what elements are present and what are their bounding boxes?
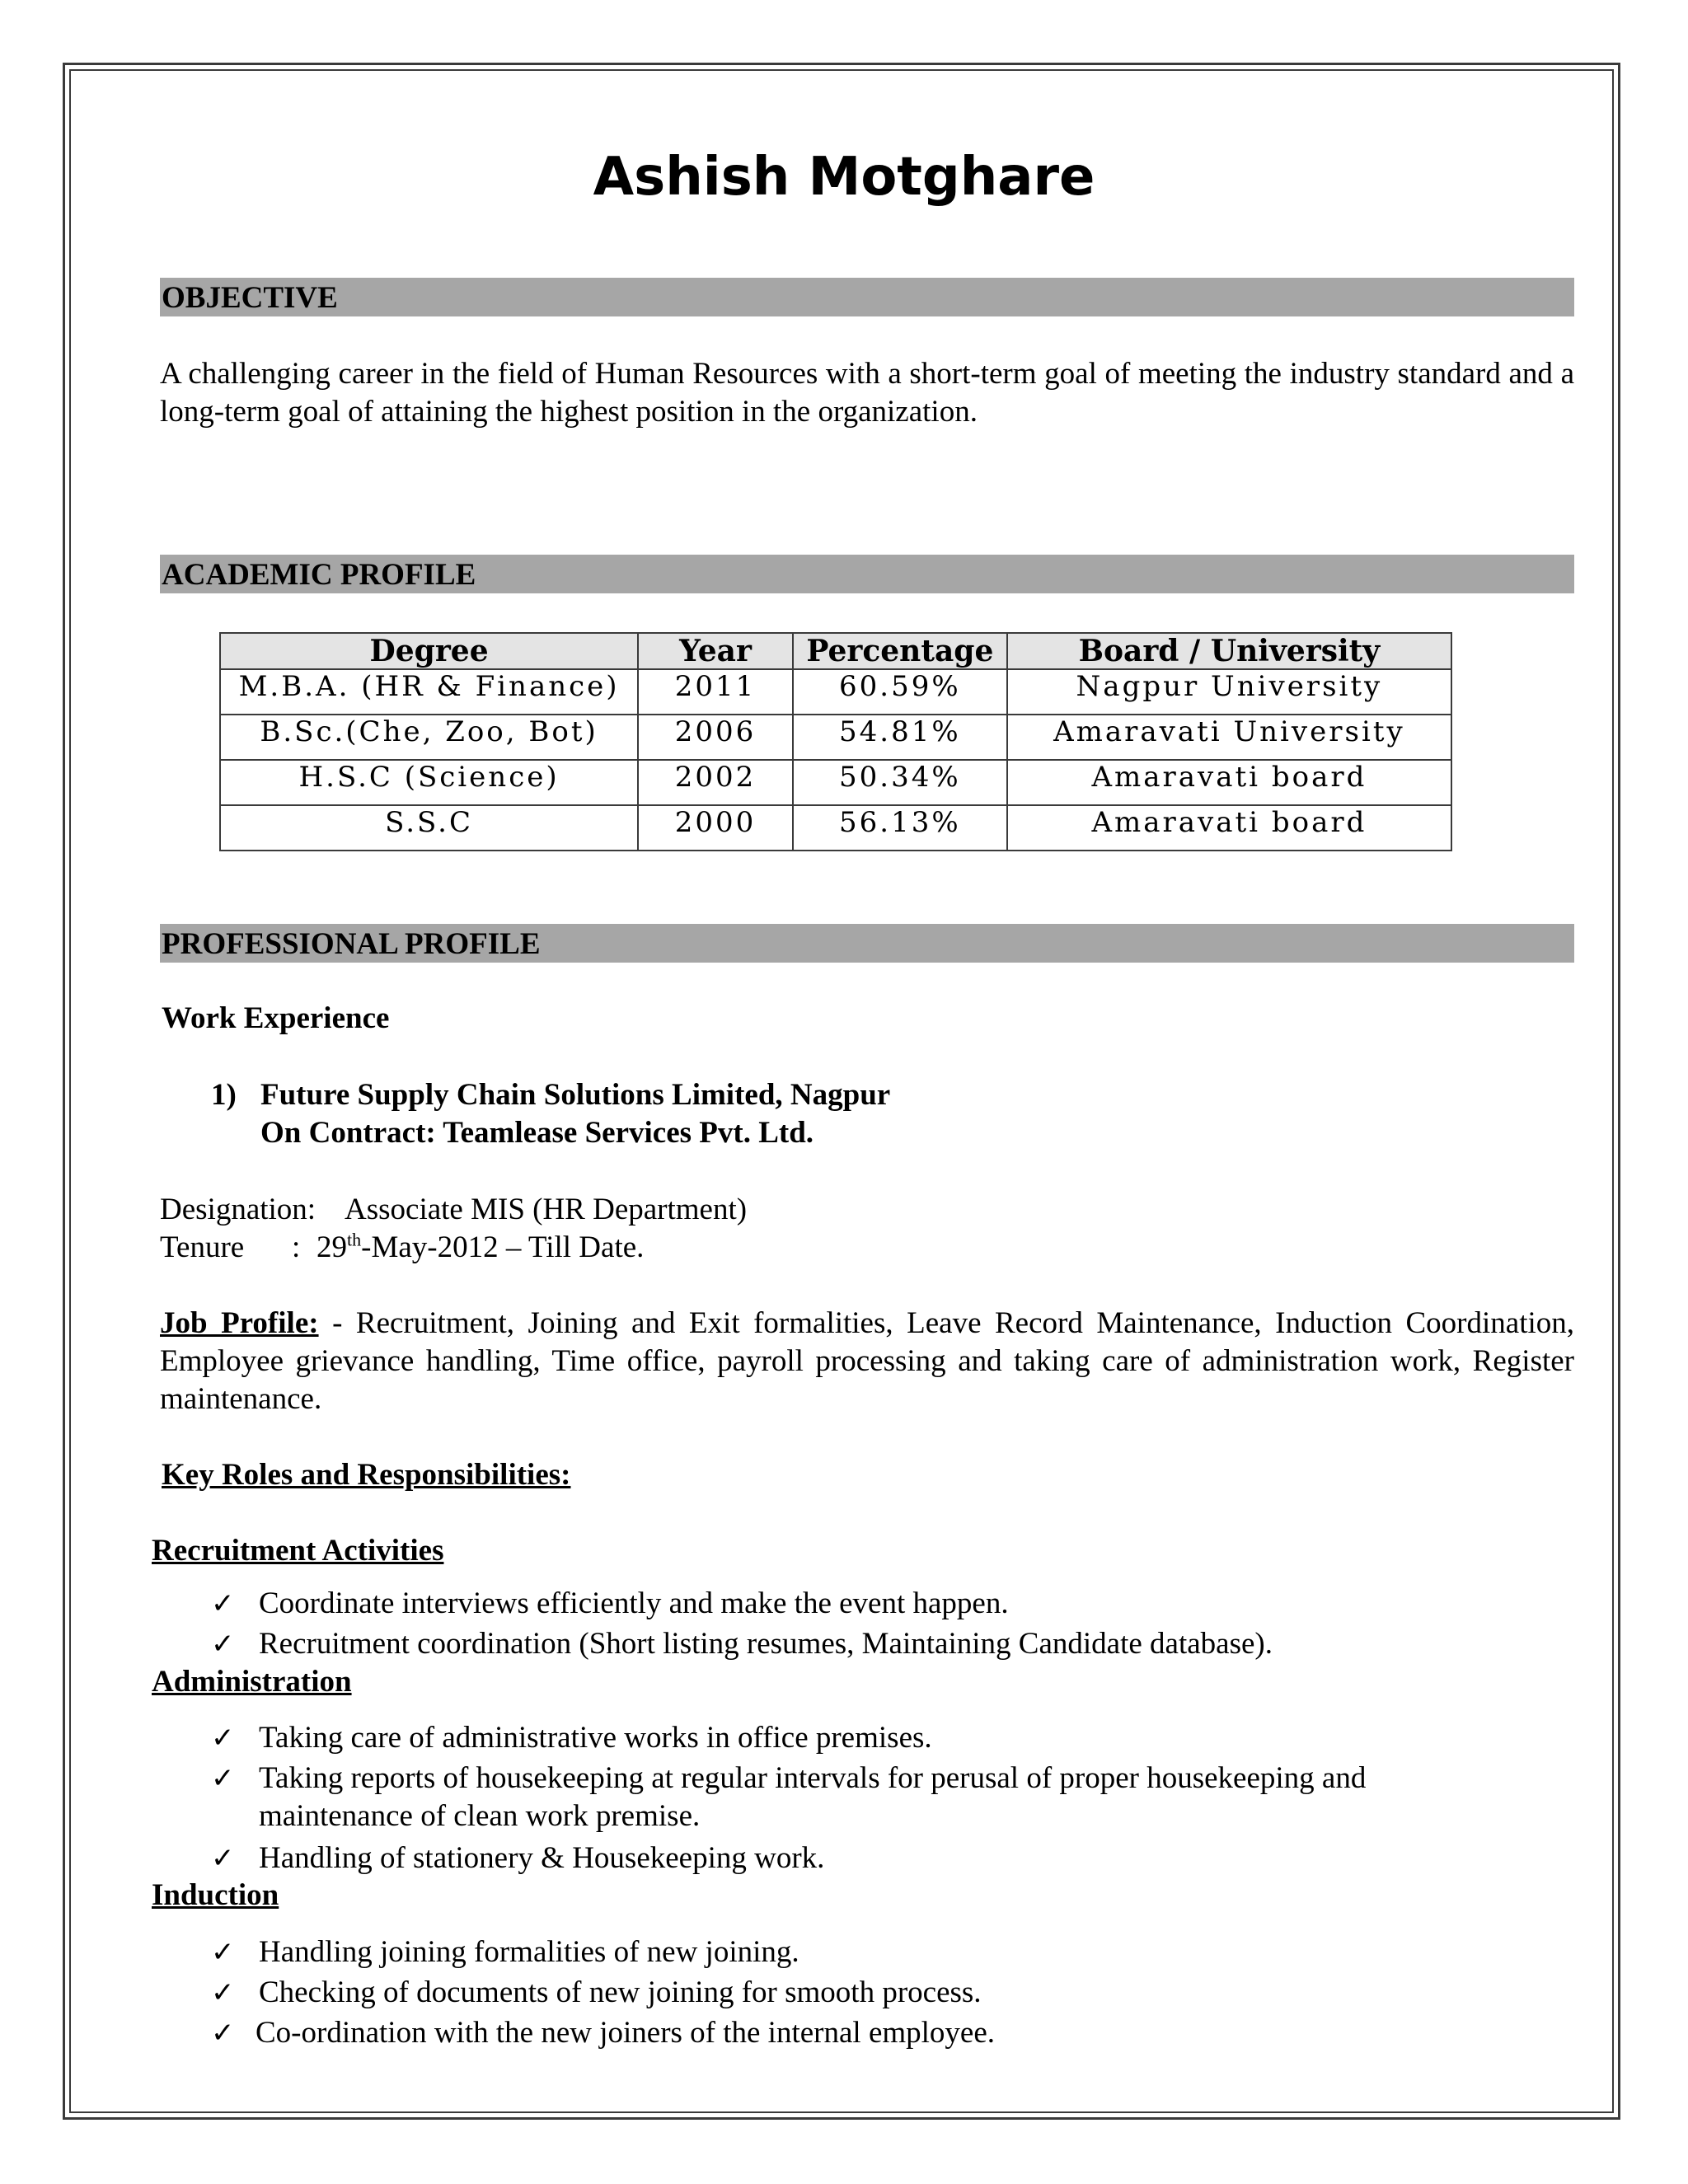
check-icon: ✓ [211,1762,235,1795]
cell-year: 2011 [638,669,793,715]
list-item: Taking reports of housekeeping at regular intervals for perusal of proper housekeeping and [259,1761,1367,1795]
cell-percentage: 54.81% [793,715,1007,760]
academic-heading: ACADEMIC PROFILE [160,555,1574,593]
table-row [220,760,1451,805]
group-title-recruitment: Recruitment Activities [152,1534,444,1568]
check-icon: ✓ [211,2017,235,2050]
table-row [220,805,1451,851]
tenure-rest: -May-2012 – Till Date. [361,1230,645,1264]
work-experience-label: Work Experience [162,1001,390,1035]
designation-value: Associate MIS (HR Department) [345,1193,748,1226]
group-title-administration: Administration [152,1665,352,1699]
cell-degree: B.Sc.(Che, Zoo, Bot) [220,715,638,760]
key-roles-label: Key Roles and Responsibilities: [162,1458,571,1492]
designation-label: Designation: [160,1193,316,1226]
job-profile-label: Job Profile: [160,1306,319,1340]
cell-degree: S.S.C [220,805,638,851]
tenure-label: Tenure [160,1230,245,1264]
check-icon: ✓ [211,1628,235,1661]
col-year: Year [638,633,793,669]
list-item-continued: maintenance of clean work premise. [259,1799,701,1833]
check-icon: ✓ [211,1722,235,1755]
cell-board: Amaravati University [1007,715,1451,760]
academic-table [219,632,1452,851]
cell-board: Nagpur University [1007,669,1451,715]
professional-heading: PROFESSIONAL PROFILE [160,924,1574,963]
group-title-induction: Induction [152,1878,279,1912]
list-item: Taking care of administrative works in office premises. [259,1721,932,1755]
list-item: Recruitment coordination (Short listing resumes, Maintaining Candidate database). [259,1627,1273,1661]
cell-degree: M.B.A. (HR & Finance) [220,669,638,715]
tenure-suffix: th [347,1229,362,1250]
check-icon: ✓ [211,1587,235,1620]
company-name: Future Supply Chain Solutions Limited, Nagpur [260,1078,891,1112]
cell-board: Amaravati board [1007,805,1451,851]
cell-percentage: 56.13% [793,805,1007,851]
col-degree: Degree [220,633,638,669]
cell-degree: H.S.C (Science) [220,760,638,805]
academic-header-row [220,633,1451,669]
objective-text: A challenging career in the field of Human Resources with a short-term goal of meeting the industry standard and a long-term goal of attaining the highest position in the organization. [160,357,1574,429]
col-board: Board / University [1007,633,1451,669]
objective-heading: OBJECTIVE [160,278,1574,316]
list-item: Checking of documents of new joining for smooth process. [259,1975,982,2009]
cell-board: Amaravati board [1007,760,1451,805]
list-item: Handling joining formalities of new joining. [259,1935,799,1969]
candidate-name: Ashish Motghare [593,147,1095,208]
tenure-day: 29 [316,1230,347,1264]
cell-percentage: 50.34% [793,760,1007,805]
cell-year: 2006 [638,715,793,760]
list-item: Coordinate interviews efficiently and make the event happen. [259,1586,1009,1620]
tenure-value [316,1229,644,1267]
cell-percentage: 60.59% [793,669,1007,715]
cell-year: 2000 [638,805,793,851]
list-item: Handling of stationery & Housekeeping work. [259,1841,825,1875]
table-row [220,715,1451,760]
cell-year: 2002 [638,760,793,805]
contract-line: On Contract: Teamlease Services Pvt. Ltd. [260,1116,814,1150]
job-number: 1) [211,1078,237,1112]
tenure-separator: : [292,1230,301,1264]
check-icon: ✓ [211,1976,235,2009]
job-profile [160,1305,1574,1418]
check-icon: ✓ [211,1842,235,1875]
list-item: Co-ordination with the new joiners of the internal employee. [256,2016,996,2050]
job-profile-text: - Recruitment, Joining and Exit formalities, Leave Record Maintenance, Induction Coordination, Employee grievance handling, Time office, payroll processing and taking care of administration work, Register maintenance. [160,1306,1574,1416]
col-percentage: Percentage [793,633,1007,669]
check-icon: ✓ [211,1936,235,1969]
table-row [220,669,1451,715]
